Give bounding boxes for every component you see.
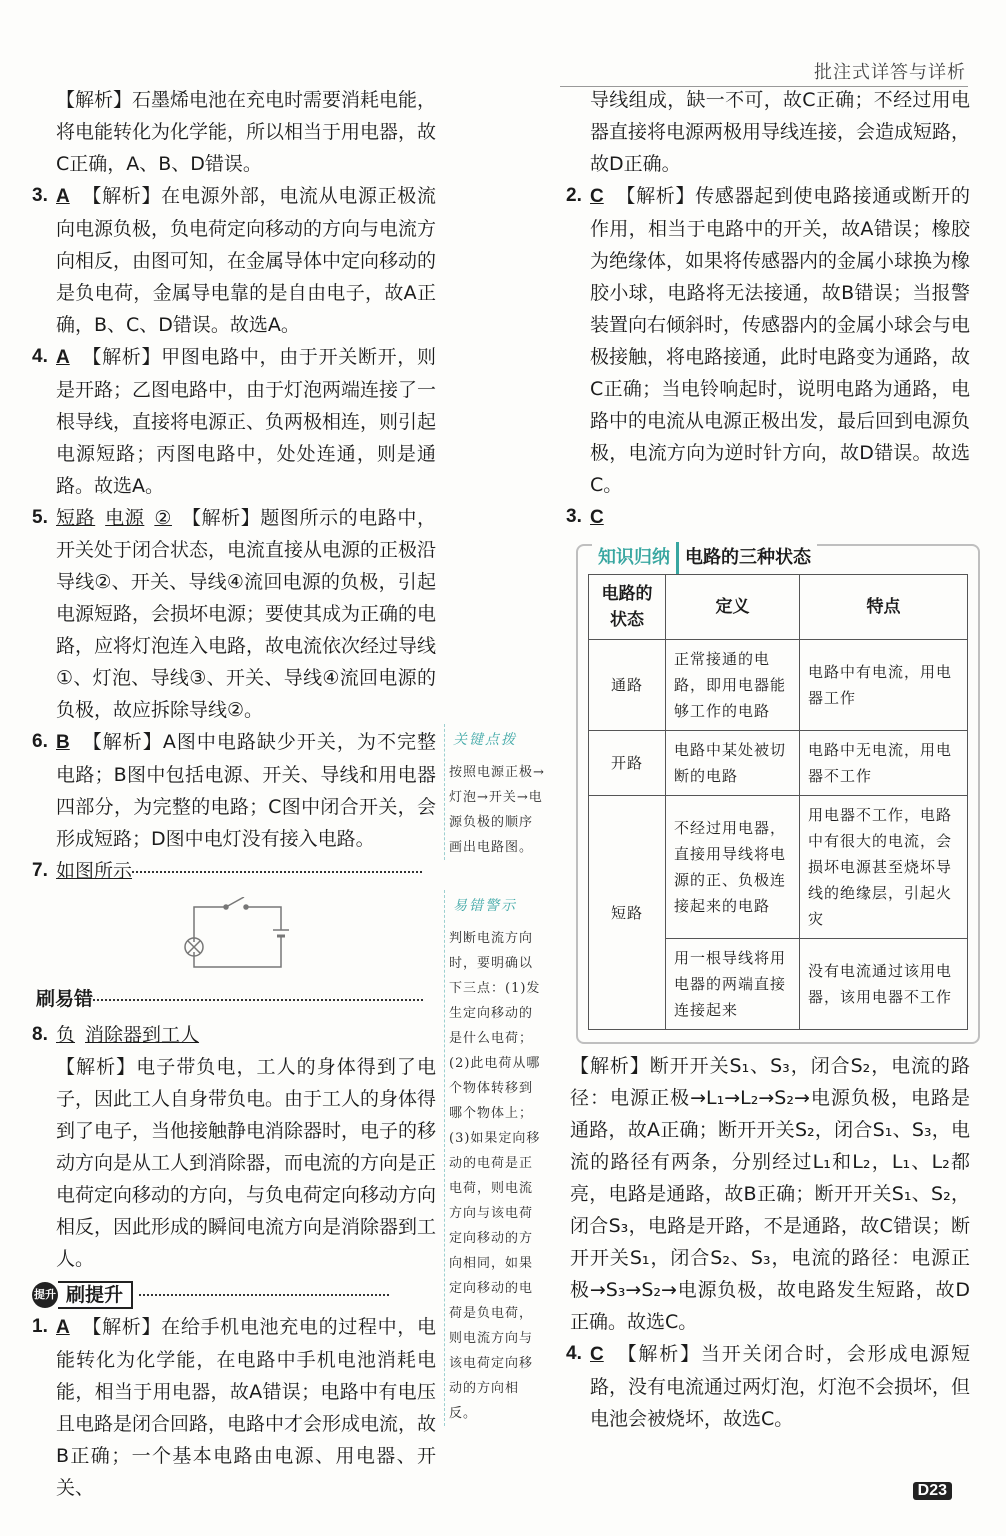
improve-icon: 提升: [32, 1282, 58, 1308]
question-number: 4.: [566, 1343, 582, 1364]
improve-question-3: [566, 501, 970, 534]
dotted-leader: [93, 999, 423, 1001]
improve-question-4: [566, 1338, 971, 1435]
question-number: 5.: [32, 507, 48, 528]
improve-question-2: [566, 180, 971, 501]
definition-cell: 用一根导线将用电器的两端直接连接起来: [666, 939, 800, 1030]
answer-choice: C: [590, 1344, 604, 1365]
analysis-text: 题图所示的电路中，开关处于闭合状态，电流直接从电源的正极沿导线②、开关、导线④流回电源的负极，引起电源短路，会损坏电源；要使其成为正确的电路，应将灯泡连入电路，故电流依次经过导线①、灯泡、导线③、开关、导线④流回电源的负极，故应拆除导线②。: [56, 507, 437, 721]
answer-analysis-3: 【解析】断开开关S₁、S₃，闭合S₂，电流的路径：电源正极→L₁→L₂→S₂→电源负极，电路是通路，故A正确；断开开关S₂，闭合S₁、S₃，电流的路径有两条，分别经过L₁和L₂，L₁、L₂都亮，电路是通路，故B正确；断开开关S₁、S₂，闭合S₃，电路是开路，不是通路，故C错误；断开开关S₁，闭合S₂、S₃，电流的路径：电源正极→S₃→S₂→电源负极，故电路发生短路，故D正确。故选C。: [570, 1055, 970, 1333]
answer-analysis-cont: 导线组成，缺一不可，故C正确；不经过用电器直接将电源两极用导线连接，会造成短路，故D正确。: [590, 89, 971, 175]
analysis-tag: 【解析】: [81, 731, 163, 753]
question-4: [32, 341, 437, 502]
analysis-text: 在给手机电池充电的过程中，电能转化为化学能，在电路中手机电池消耗电能，相当于用电器，故A错误；电路中有电压且电路是闭合回路，电路中才会形成电流，故B正确；一个基本电路由电源、用电器、开关、: [56, 1316, 437, 1499]
question-number: 6.: [32, 731, 48, 752]
circuit-states-table: [588, 574, 968, 1030]
column-header: 电路的状态: [589, 575, 666, 640]
open-switch: [226, 897, 244, 907]
margin-notes: [444, 718, 546, 1434]
improve-question-1: [32, 1311, 437, 1504]
question-3: [32, 180, 437, 341]
analysis-text: 传感器起到使电路接通或断开的作用，相当于电路中的开关，故A错误；橡胶为绝缘体，如果将传感器内的金属小球换为橡胶小球，电路将无法接通，故B错误；当报警装置向右倾斜时，传感器内的金属小球会与电极接触，将电路接通，此时电路变为通路，故C正确；当电铃响起时，说明电路为通路，电路中的电流从电源正极出发，最后回到电源负极，电流方向为逆时针方向，故D错误。故选C。: [590, 185, 971, 496]
analysis-tag: 【解析】: [81, 346, 162, 368]
feature-cell: 没有电流通过该用电器，该用电器不工作: [800, 939, 968, 1030]
note-heading: 易错警示: [453, 898, 517, 914]
note-text: 判断电流方向时，要明确以下三点：(1)发生定向移动的是什么电荷；(2)此电荷从哪个物体转移到哪个物体上；(3)如果定向移动的电荷是正电荷，则电流方向与该电荷定向移动的方向相同，如果定向移动的电荷是负电荷，则电流方向与该电荷定向移动的方向相反。: [449, 931, 541, 1421]
key-hint-note: [444, 724, 546, 860]
knowledge-summary-box: [576, 544, 980, 1044]
analysis-text: 电子带负电，工人的身体得到了电子，因此工人自身带负电。由于工人的身体得到了电子，当他接触静电消除器时，电子的移动方向是从工人到消除器，而电流的方向是正电荷定向移动的方向，与负电荷定向移动方向相反，因此形成的瞬间电流方向是消除器到工人。: [56, 1056, 437, 1270]
feature-cell: 电路中无电流，用电器不工作: [800, 731, 968, 796]
note-heading: 关键点拨: [453, 732, 517, 748]
answer-analysis-2: 【解析】石墨烯电池在充电时需要消耗电能，将电能转化为化学能，所以相当于用电器，故C正确，A、B、D错误。: [56, 89, 437, 175]
question-number: 1.: [32, 1316, 48, 1337]
column-header: 定义: [666, 575, 800, 640]
section-title: 刷提升: [58, 1281, 133, 1309]
circuit-wire: [246, 907, 281, 930]
fill-answer: 短路: [56, 507, 96, 529]
fill-answer: 电源: [105, 507, 145, 529]
feature-cell: 用电器不工作，电路中有很大的电流，会损坏电源甚至烧坏导线的绝缘层，引起火灾: [800, 796, 968, 939]
analysis-text: A图中电路缺少开关，为不完整电路；B图中包括电源、开关、导线和用电器四部分，为完整的电路；C图中闭合开关，会形成短路；D图中电灯没有接入电路。: [56, 731, 436, 850]
question-7: [32, 855, 436, 887]
right-column: [566, 84, 971, 1435]
analysis-text: 当开关闭合时，会形成电源短路，没有电流通过两灯泡，灯泡不会损坏，但电池会被烧坏，故选C。: [590, 1343, 971, 1430]
question-7-answer: 如图所示: [56, 860, 133, 882]
table-header-row: [589, 575, 968, 640]
circuit-wire: [194, 907, 226, 942]
feature-cell: 电路中有电流，用电器工作: [800, 640, 968, 731]
answer-choice: C: [590, 507, 604, 528]
answer-choice: A: [56, 347, 70, 368]
page-number: D23: [913, 1482, 952, 1500]
analysis-text: 在电源外部，电流从电源正极流向电源负极，负电荷定向移动的方向与电流方向相反，由图可知，在金属导体中定向移动的是负电荷，金属导电靠的是自由电子，故A正确，B、C、D错误。故选A。: [56, 185, 437, 336]
dotted-leader: [132, 871, 422, 873]
answer-choice: C: [590, 186, 604, 207]
knowledge-header: [592, 542, 817, 574]
definition-cell: 正常接通的电路，即用电器能够工作的电路: [666, 640, 800, 731]
definition-cell: 不经过用电器，直接用导线将电源的正、负极连接起来的电路: [666, 796, 800, 939]
question-5: [32, 502, 437, 726]
analysis-tag: 【解析】: [56, 1056, 137, 1078]
question-6: [32, 726, 436, 855]
fill-answer: 消除器到工人: [85, 1024, 200, 1046]
analysis-tag: 【解析】: [81, 185, 162, 207]
column-header: 特点: [800, 575, 968, 640]
question-number: 2.: [566, 185, 582, 206]
analysis-tag: 【解析】: [615, 185, 696, 207]
state-cell: 开路: [589, 731, 666, 796]
state-cell: 通路: [589, 640, 666, 731]
circuit-diagram: [166, 897, 296, 977]
section-easy-mistakes: [36, 983, 436, 1015]
section-improve: [32, 1281, 436, 1309]
knowledge-title: 电路的三种状态: [685, 547, 811, 568]
table-row: [589, 796, 968, 939]
question-number: 3.: [566, 506, 582, 527]
question-8: [32, 1019, 437, 1275]
dotted-leader: [139, 1294, 389, 1296]
table-row: [589, 640, 968, 731]
state-cell: 短路: [589, 796, 666, 1030]
page-header-title: 批注式详答与详析: [814, 62, 966, 83]
table-row: [589, 731, 968, 796]
answer-choice: A: [56, 1317, 70, 1338]
fill-answer: 负: [56, 1024, 76, 1046]
definition-cell: 电路中某处被切断的电路: [666, 731, 800, 796]
answer-choice: B: [56, 732, 70, 753]
answer-choice: A: [56, 186, 70, 207]
question-number: 8.: [32, 1024, 48, 1045]
analysis-tag: 【解析】: [615, 1343, 701, 1365]
knowledge-label: 知识归纳: [598, 542, 679, 574]
section-title: 刷易错: [36, 988, 94, 1010]
question-number: 3.: [32, 185, 48, 206]
analysis-tag: 【解析】: [181, 507, 261, 529]
circuit-wire: [194, 936, 281, 967]
note-text: 按照电源正极→灯泡→开关→电源负极的顺序画出电路图。: [449, 765, 545, 855]
fill-answer: ②: [154, 507, 172, 529]
left-column: [32, 84, 437, 1504]
question-number: 4.: [32, 346, 48, 367]
analysis-tag: 【解析】: [81, 1316, 162, 1338]
mistake-warning-note: [444, 890, 546, 1426]
analysis-text: 甲图电路中，由于开关断开，则是开路；乙图电路中，由于灯泡两端连接了一根导线，直接将电源正、负两极相连，则引起电源短路；丙图电路中，处处连通，则是通路。故选A。: [56, 346, 437, 497]
question-number: 7.: [32, 860, 48, 881]
